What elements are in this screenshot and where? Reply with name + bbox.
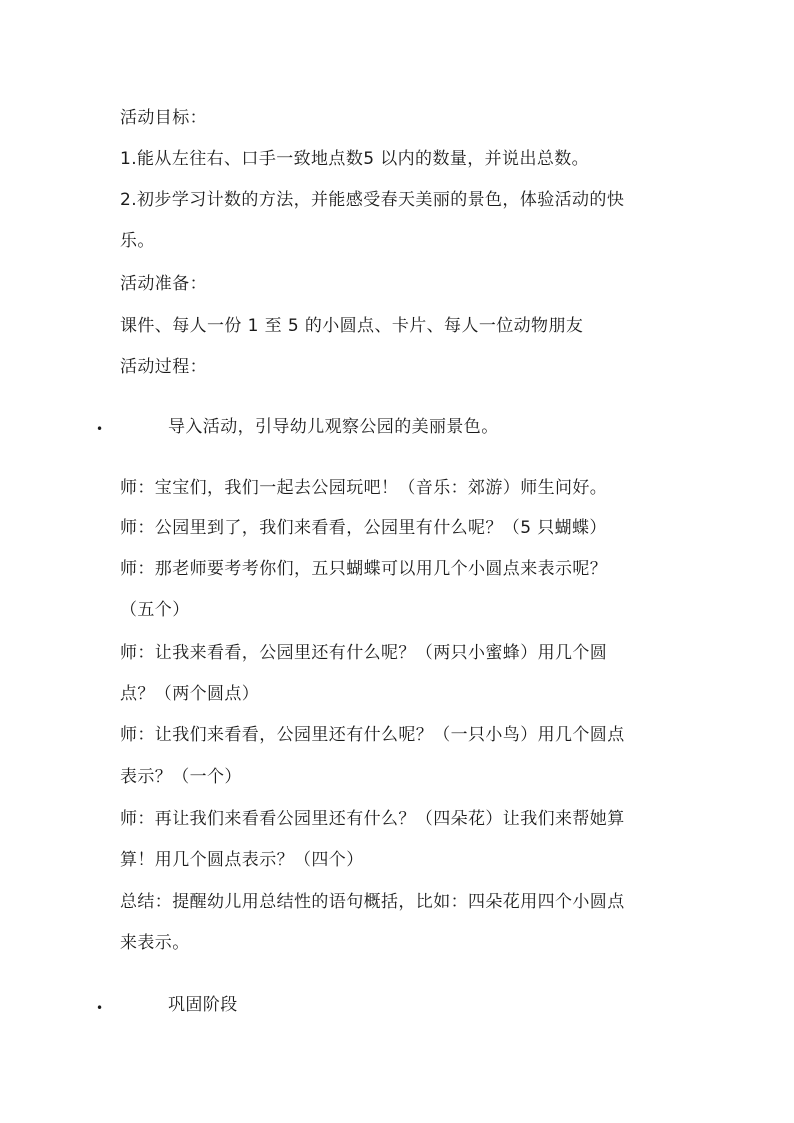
bullet-2: • <box>96 1001 104 1015</box>
dialog-line: 师：让我来看看，公园里还有什么呢？（两只小蜜蜂）用几个圆 <box>120 643 608 663</box>
dialog-line: 点？（两个圆点） <box>120 684 260 704</box>
dialog-line: （五个） <box>120 600 190 620</box>
dialog-line: 师：那老师要考考你们，五只蝴蝶可以用几个小圆点来表示呢？ <box>120 559 608 579</box>
process-heading: 活动过程： <box>120 357 207 377</box>
section-2-title: 巩固阶段 <box>168 995 238 1015</box>
goal-2-cont: 乐。 <box>120 231 155 251</box>
goals-heading: 活动目标： <box>120 108 207 128</box>
dialog-line: 师：再让我们来看看公园里还有什么？（四朵花）让我们来帮她算 <box>120 809 625 829</box>
prep-heading: 活动准备： <box>120 274 207 294</box>
dialog-line: 表示？（一个） <box>120 767 242 787</box>
goal-2: 2.初步学习计数的方法，并能感受春天美丽的景色，体验活动的快 <box>120 190 625 210</box>
summary-line: 来表示。 <box>120 933 190 953</box>
prep-content: 课件、每人一份 1 至 5 的小圆点、卡片、每人一位动物朋友 <box>120 316 584 336</box>
dialog-line: 算！用几个圆点表示？（四个） <box>120 850 364 870</box>
bullet-1: • <box>96 422 104 436</box>
dialog-line: 师：公园里到了，我们来看看，公园里有什么呢？（5 只蝴蝶） <box>120 518 607 538</box>
goal-1: 1.能从左往右、口手一致地点数5 以内的数量，并说出总数。 <box>120 149 590 169</box>
section-1-title: 导入活动，引导幼儿观察公园的美丽景色。 <box>168 417 499 437</box>
dialog-line: 师：让我们来看看，公园里还有什么呢？（一只小鸟）用几个圆点 <box>120 725 625 745</box>
dialog-line: 师：宝宝们，我们一起去公园玩吧！（音乐：郊游）师生问好。 <box>120 478 608 498</box>
summary-line: 总结：提醒幼儿用总结性的语句概括，比如：四朵花用四个小圆点 <box>120 892 625 912</box>
